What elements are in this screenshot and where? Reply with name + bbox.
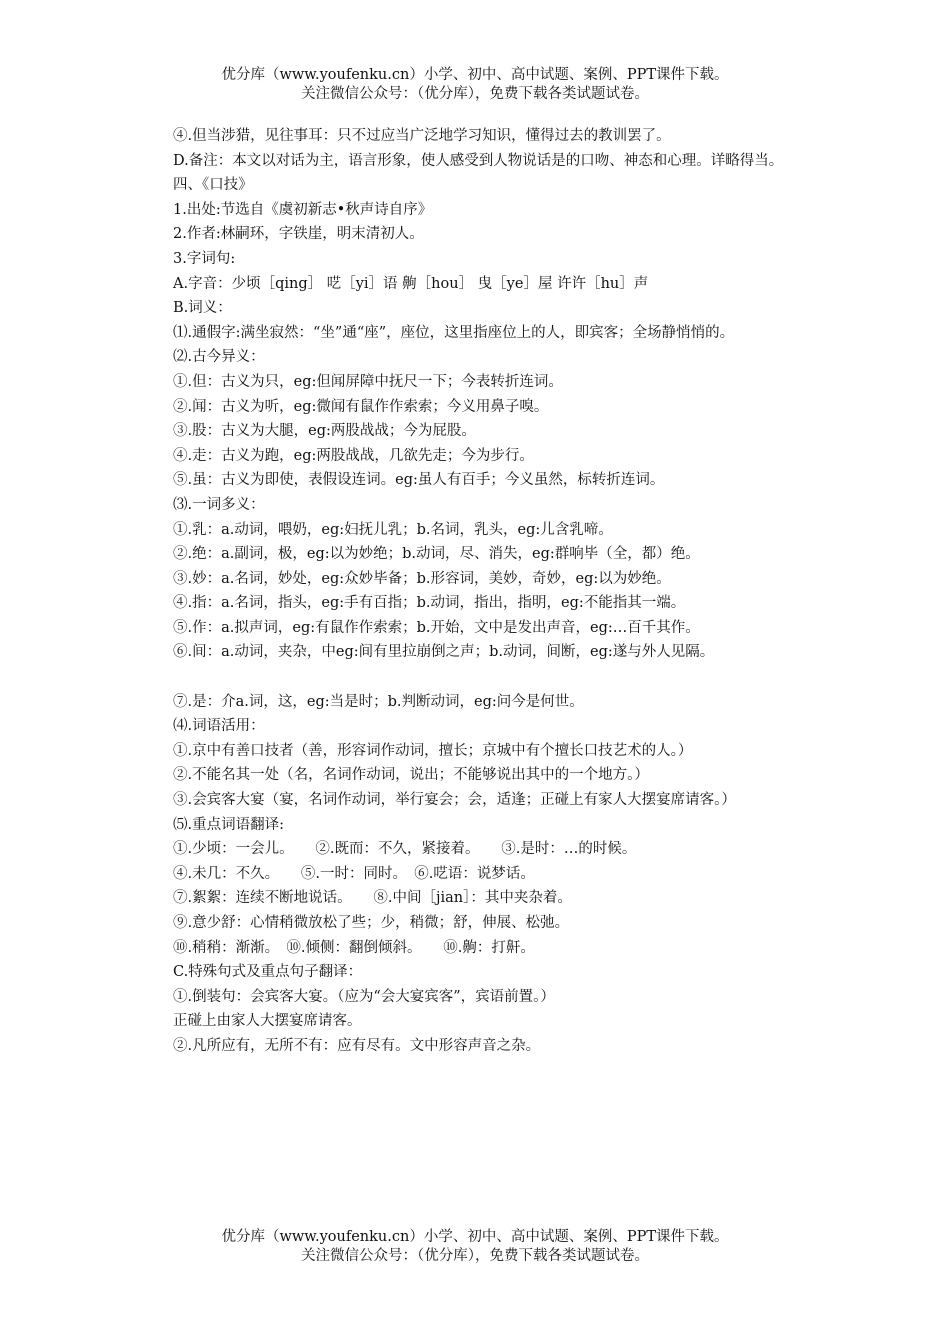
text-line: ①.乳：a.动词，喂奶，eg:妇抚儿乳；b.名词，乳头，eg:儿含乳啼。	[173, 521, 613, 538]
text-line: ⑨.意少舒：心情稍微放松了些；少，稍微；舒，伸展、松弛。	[173, 915, 570, 931]
section-heading: 四、《口技》	[173, 177, 253, 194]
text-line: ⑵.古今异义：	[173, 349, 265, 366]
document-body	[143, 124, 825, 1059]
text-line: C.特殊句式及重点句子翻译：	[173, 964, 363, 981]
page-header	[0, 66, 950, 104]
text-line: ①.少顷：一会儿。 ②.既而：不久，紧接着。 ③.是时：…的时候。	[173, 841, 637, 858]
page-footer	[0, 1228, 950, 1266]
text-line: ④.但当涉猎，见往事耳：只不过应当广泛地学习知识，懂得过去的教训罢了。	[173, 128, 671, 144]
text-line: ⑩.稍稍：渐渐。 ⑩.倾侧：翻倒倾斜。 ⑩.齁：打鼾。	[173, 939, 535, 956]
text-line: ④.走：古义为跑，eg:两股战战，几欲先走；今为步行。	[173, 447, 534, 464]
text-line: ②.绝：a.副词，极，eg:以为妙绝；b.动词，尽、消失，eg:群响毕（全，都）绝。	[173, 546, 700, 563]
text-line: ②.闻：古义为听，eg:微闻有鼠作作索索；今义用鼻子嗅。	[173, 398, 549, 415]
text-line: ④.未几：不久。 ⑤.一时：同时。 ⑥.呓语：说梦话。	[173, 865, 535, 882]
text-line: ⑷.词语活用：	[173, 718, 265, 735]
text-line: A.字音：少顷［qing］ 呓［yi］语 齁［hou］ 曳［ye］屋 许许［hu］声	[173, 275, 649, 292]
header-line-2: 关注微信公众号：（优分库），免费下载各类试题试卷。	[301, 86, 649, 102]
footer-line-1: 优分库（www.youfenku.cn）小学、初中、高中试题、案例、PPT课件下载。	[221, 1229, 729, 1245]
text-line: ①.但：古义为只，eg:但闻屏障中抚尺一下；今表转折连词。	[173, 373, 563, 390]
text-line: 1.出处:节选自《虞初新志•秋声诗自序》	[173, 201, 433, 218]
text-line: ⑦.絮絮：连续不断地说话。 ⑧.中间［jian］：其中夹杂着。	[173, 890, 572, 907]
text-line: D.备注：本文以对话为主，语言形象，使人感受到人物说话是的口吻、神态和心理。详略得当。	[173, 152, 784, 169]
text-line: ④.指：a.名词，指头，eg:手有百指；b.动词，指出，指明，eg:不能指其一端。	[173, 595, 686, 612]
text-line: ②.不能名其一处（名，名词作动词，说出；不能够说出其中的一个地方。）	[173, 767, 649, 784]
text-line: 3.字词句:	[173, 250, 236, 267]
text-line: ⑶.一词多义：	[173, 496, 265, 513]
text-line: ②.凡所应有，无所不有：应有尽有。文中形容声音之杂。	[173, 1037, 541, 1054]
text-line: ⑴.通假字:满坐寂然：“坐”通“座”，座位，这里指座位上的人，即宾客；全场静悄悄的。	[173, 324, 735, 341]
text-line: 2.作者:林嗣环，字铁崖，明末清初人。	[173, 226, 424, 243]
text-line: ①.京中有善口技者（善，形容词作动词，擅长；京城中有个擅长口技艺术的人。）	[173, 742, 693, 759]
text-line: ⑦.是：介a.词，这，eg:当是时；b.判断动词，eg:问今是何世。	[173, 693, 584, 710]
text-line: ⑥.间：a.动词，夹杂，中eg:间有里拉崩倒之声；b.动词，间断，eg:遂与外人见隔。	[173, 644, 715, 661]
header-line-1: 优分库（www.youfenku.cn）小学、初中、高中试题、案例、PPT课件下载。	[221, 67, 729, 83]
text-line: ⑤.作：a.拟声词，eg:有鼠作作索索；b.开始，文中是发出声音，eg:…百千其作。	[173, 619, 700, 636]
text-line: ⑤.虽：古义为即使，表假设连词。eg:虽人有百手；今义虽然，标转折连词。	[173, 472, 665, 489]
text-line: ③.股：古义为大腿，eg:两股战战；今为屁股。	[173, 423, 476, 440]
text-line: B.词义：	[173, 300, 232, 317]
text-line: ⑸.重点词语翻译:	[173, 816, 284, 833]
text-line: ③.妙：a.名词，妙处，eg:众妙毕备；b.形容词，美妙，奇妙，eg:以为妙绝。	[173, 570, 671, 587]
text-line: 正碰上由家人大摆宴席请客。	[173, 1013, 362, 1030]
text-line: ③.会宾客大宴（宴，名词作动词，举行宴会；会，适逢；正碰上有家人大摆宴席请客。）	[173, 792, 736, 809]
footer-line-2: 关注微信公众号：（优分库），免费下载各类试题试卷。	[301, 1248, 649, 1264]
blank-line	[143, 665, 825, 690]
text-line: ①.倒装句：会宾客大宴。（应为“会大宴宾客”，宾语前置。）	[173, 988, 555, 1005]
